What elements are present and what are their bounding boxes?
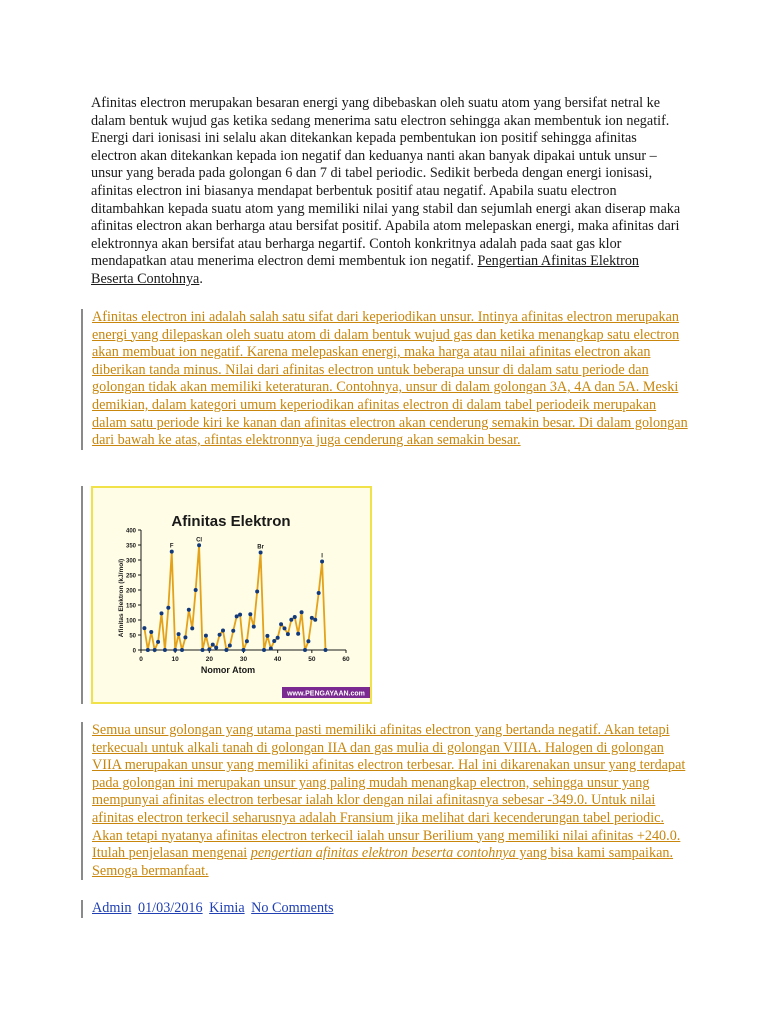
data-point xyxy=(303,648,307,652)
y-tick-label: 0 xyxy=(132,648,136,655)
y-tick-label: 350 xyxy=(125,543,136,550)
blockquote-2 xyxy=(81,722,692,880)
x-tick-label: 30 xyxy=(239,656,248,663)
data-point xyxy=(197,543,201,547)
peak-label: Cl xyxy=(196,537,203,544)
y-tick-label: 50 xyxy=(129,633,136,640)
data-point xyxy=(153,648,157,652)
data-point xyxy=(245,639,249,643)
data-point xyxy=(324,648,328,652)
data-point xyxy=(170,550,174,554)
data-point xyxy=(214,646,218,650)
data-point xyxy=(231,629,235,633)
chart-plot xyxy=(142,537,327,652)
data-point xyxy=(218,633,222,637)
data-point xyxy=(211,643,215,647)
x-tick-label: 0 xyxy=(139,656,143,663)
y-tick-label: 100 xyxy=(125,618,136,625)
post-meta xyxy=(81,900,337,918)
data-point xyxy=(173,648,177,652)
blockquote-1 xyxy=(81,309,692,450)
data-point xyxy=(289,618,293,622)
data-point xyxy=(160,611,164,615)
data-point xyxy=(242,648,246,652)
y-tick-label: 400 xyxy=(125,528,136,535)
chart-title: Afinitas Elektron xyxy=(171,513,291,530)
data-point xyxy=(283,626,287,630)
data-point xyxy=(259,551,263,555)
data-point xyxy=(194,588,198,592)
x-tick-label: 10 xyxy=(171,656,179,663)
data-point xyxy=(207,647,211,651)
affinity-chart xyxy=(93,488,370,702)
image-quote-bar xyxy=(81,486,83,704)
data-point xyxy=(190,626,194,630)
y-tick-label: 300 xyxy=(125,558,136,565)
data-point xyxy=(265,634,269,638)
data-point xyxy=(286,632,290,636)
chart-watermark: www.PENGAYAAN.com xyxy=(287,690,365,698)
data-point xyxy=(300,610,304,614)
data-point xyxy=(255,590,259,594)
affinity-chart-image xyxy=(91,486,372,704)
data-point xyxy=(146,648,150,652)
article-title-link[interactable]: Pengertian Afinitas Elektron Beserta Contohnya xyxy=(91,253,640,287)
y-tick-label: 250 xyxy=(125,573,136,580)
data-point xyxy=(310,616,314,620)
blockquote-2-italic: pengertian afinitas elektron beserta contohnya xyxy=(250,845,516,862)
y-tick-label: 150 xyxy=(125,603,136,610)
intro-paragraph xyxy=(91,95,683,289)
data-point xyxy=(228,644,232,648)
data-point xyxy=(262,648,266,652)
y-tick-label: 200 xyxy=(125,588,136,595)
intro-text: Afinitas electron merupakan besaran energi yang dibebaskan oleh suatu atom yang bersifat netral ke dalam bentuk wujud gas ketika sedang menerima satu electron sehingga akan membentuk ion negatif. Energi dari ionisasi ini selalu akan ditekankan kepada pembentukan ion positif sehingga afinitas electron akan ditekankan kepada ion negatif dan keduanya nanti akan banyak dipakai untuk unsur – unsur yang berada pada golongan 6 dan 7 di tabel periodic. Sedikit berbeda dengan energi ionisasi, afinitas electron ini biasanya mendapat berbentuk positif atau negatif. Apabila suatu electron ditambahkan kepada suatu atom yang memiliki nilai yang stabil dan sejumlah energi akan diserap maka afinitas electron akan berharga atau bersifat positif. Apabila atom melepaskan energi, maka afinitas dari elektronnya akan bersifat atau berharga negartif. Contoh konkritnya adalah pada saat gas klor mendapatkan atau menerima electron demi membentuk ion negatif. xyxy=(91,95,681,270)
peak-label: F xyxy=(169,543,174,550)
data-point xyxy=(272,639,276,643)
chart-ylabel: Afinitas Elektron (kJ/mol) xyxy=(118,558,125,638)
data-point xyxy=(235,614,239,618)
x-tick-label: 60 xyxy=(342,656,350,663)
blockquote-2-text: Semua unsur golongan yang utama pasti memiliki afinitas electron yang bertanda negatif. Akan tetapi terkecualı untuk alkali tanah di golongan IIA dan gas mulia di golongan VIIIA. Halogen di golongan VIIA merupakan unsur yang memiliki afinitas electron terbesar. Hal ini dikarenakan unsur yang terdapat pada golongan ini merupakan unsur yang paling mudah menangkap electron, sehingga unsur yang mempunyai afinitas electron terbesar ialah klor dengan nilai afinitasnya sebesar -349.0. Untuk nilai afinitas electron terkecil seharusnya adalah Fransium jika melihat dari kecenderungan tabel periodic. Akan tetapi nyatanya afinitas electron terkecil ialah unsur Berilium yang memiliki nilai afinitas +240.0. Itulah penjelasan mengenai xyxy=(92,722,686,862)
category-link[interactable]: Kimia xyxy=(209,900,245,916)
blockquote-2-end: yang bisa kami sampaikan. Semoga bermanfaat. xyxy=(92,845,674,879)
data-point xyxy=(149,630,153,634)
chart-xlabel: Nomor Atom xyxy=(200,665,256,675)
date-link[interactable]: 01/03/2016 xyxy=(137,900,203,916)
data-point xyxy=(248,612,252,616)
data-point xyxy=(313,618,317,622)
peak-label: I xyxy=(321,553,323,560)
data-point xyxy=(276,636,280,640)
data-point xyxy=(320,560,324,564)
data-point xyxy=(163,648,167,652)
comments-link[interactable]: No Comments xyxy=(251,900,334,916)
data-point xyxy=(293,615,297,619)
data-point xyxy=(201,648,205,652)
blockquote-1-text: Afinitas electron ini adalah salah satu sifat dari keperiodikan unsur. Intinya afinitas electron merupakan energi yang dilepaskan oleh suatu atom di dalam bentuk wujud gas dan ketika menangkap satu electron akan membuat ion negatif. Karena melepaskan energi, maka harga atau nilai afinitas electron akan diberikan tanda minus. Nilai dari afinitas electron untuk beberapa unsur di dalam satu periode dan golongan tidak akan memiliki keteraturan. Contohnya, unsur di dalam golongan 3A, 4A dan 5A. Meski demikian, dalam kategori umum keperiodikan afinitas electron di dalam tabel periodeik merupakan dalam satu periode kiri ke kanan dan afinitas electron akan cenderung semakin besar. Di dalam golongan dari bawah ke atas, afintas elektronnya juga cenderung akan semakin besar. xyxy=(92,309,688,449)
data-point xyxy=(183,635,187,639)
intro-end: . xyxy=(199,270,203,287)
x-tick-label: 50 xyxy=(308,656,316,663)
data-point xyxy=(156,640,160,644)
data-point xyxy=(269,647,273,651)
data-point xyxy=(317,591,321,595)
data-point xyxy=(238,613,242,617)
data-point xyxy=(224,648,228,652)
data-point xyxy=(187,608,191,612)
data-point xyxy=(296,632,300,636)
x-tick-label: 40 xyxy=(274,656,282,663)
data-point xyxy=(279,622,283,626)
data-point xyxy=(221,629,225,633)
data-point xyxy=(252,625,256,629)
data-point xyxy=(142,626,146,630)
data-point xyxy=(180,648,184,652)
data-point xyxy=(166,606,170,610)
data-point xyxy=(306,639,310,643)
author-link[interactable]: Admin xyxy=(92,900,132,916)
data-point xyxy=(204,634,208,638)
x-tick-label: 20 xyxy=(205,656,213,663)
data-point xyxy=(177,632,181,636)
peak-label: Br xyxy=(257,544,264,551)
